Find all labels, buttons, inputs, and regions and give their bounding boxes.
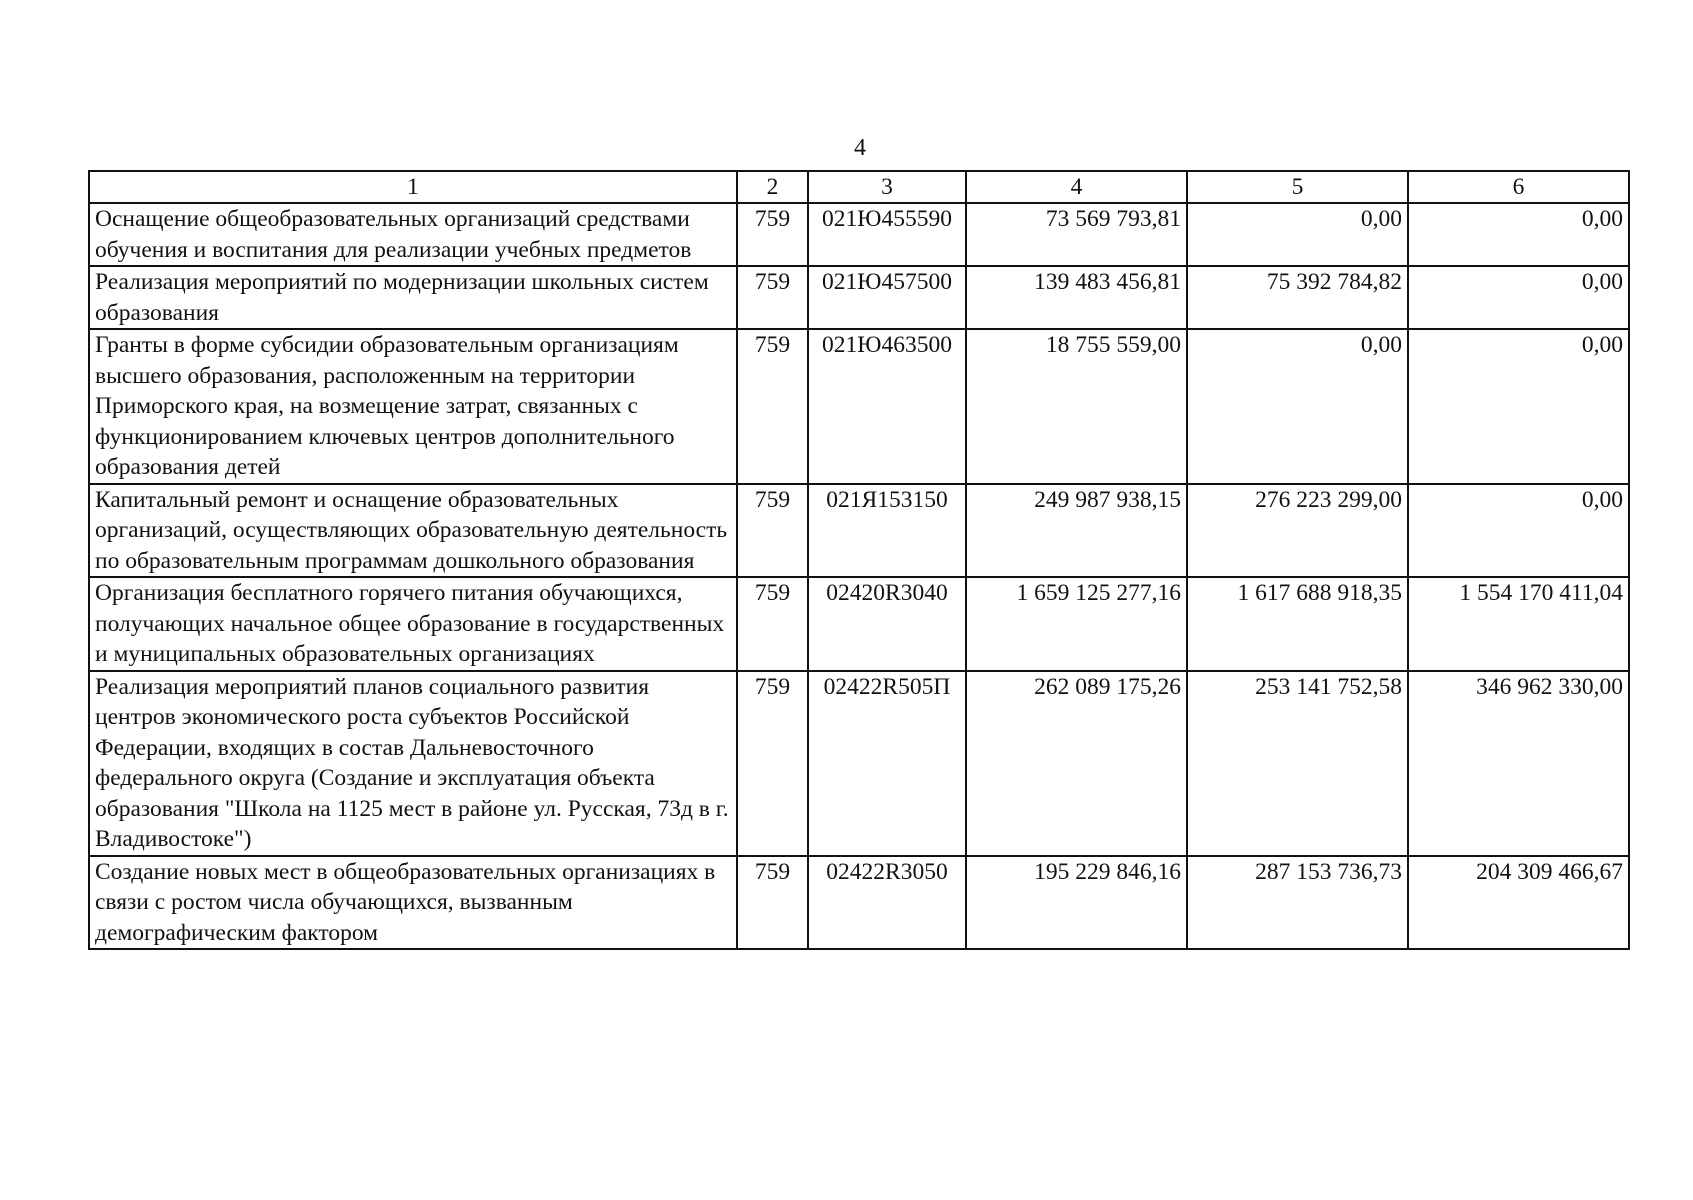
row-amount-col4: 249 987 938,15 [966,484,1187,578]
header-row [89,171,1629,203]
budget-table [88,170,1630,950]
row-amount-col5: 253 141 752,58 [1187,671,1408,856]
row-target-code: 02422R505П [808,671,966,856]
table-row [89,203,1629,266]
row-org-code: 759 [737,577,808,671]
row-amount-col5: 276 223 299,00 [1187,484,1408,578]
row-amount-col4: 1 659 125 277,16 [966,577,1187,671]
row-description: Создание новых мест в общеобразовательных организациях в связи с ростом числа обучающихся, вызванным демографическим фактором [89,856,737,950]
row-amount-col5: 287 153 736,73 [1187,856,1408,950]
row-amount-col4: 195 229 846,16 [966,856,1187,950]
row-amount-col6: 1 554 170 411,04 [1408,577,1629,671]
column-header-4: 4 [966,171,1187,203]
row-amount-col4: 262 089 175,26 [966,671,1187,856]
row-amount-col6: 0,00 [1408,484,1629,578]
row-target-code: 02420R3040 [808,577,966,671]
row-description: Организация бесплатного горячего питания обучающихся, получающих начальное общее образование в государственных и муниципальных образовательных организациях [89,577,737,671]
table-row [89,671,1629,856]
row-org-code: 759 [737,203,808,266]
row-amount-col5: 0,00 [1187,329,1408,484]
column-header-2: 2 [737,171,808,203]
row-amount-col4: 73 569 793,81 [966,203,1187,266]
row-target-code: 021Я153150 [808,484,966,578]
table-row [89,484,1629,578]
row-description: Реализация мероприятий по модернизации школьных систем образования [89,266,737,329]
row-org-code: 759 [737,671,808,856]
table-row [89,266,1629,329]
row-amount-col6: 0,00 [1408,266,1629,329]
row-amount-col6: 204 309 466,67 [1408,856,1629,950]
row-target-code: 021Ю455590 [808,203,966,266]
row-org-code: 759 [737,266,808,329]
row-description: Реализация мероприятий планов социального развития центров экономического роста субъектов Российской Федерации, входящих в состав Дальневосточного федерального округа (Создание и эксплуатация объекта образования "Школа на 1125 мест в районе ул. Русская, 73д в г. Владивостоке") [89,671,737,856]
table-row [89,329,1629,484]
row-description: Гранты в форме субсидии образовательным организациям высшего образования, расположенным на территории Приморского края, на возмещение затрат, связанных с функционированием ключевых центров дополнительного образования детей [89,329,737,484]
row-org-code: 759 [737,329,808,484]
row-org-code: 759 [737,856,808,950]
row-amount-col5: 0,00 [1187,203,1408,266]
row-org-code: 759 [737,484,808,578]
row-description: Капитальный ремонт и оснащение образовательных организаций, осуществляющих образовательную деятельность по образовательным программам дошкольного образования [89,484,737,578]
row-amount-col5: 1 617 688 918,35 [1187,577,1408,671]
column-header-1: 1 [89,171,737,203]
row-amount-col6: 346 962 330,00 [1408,671,1629,856]
row-amount-col4: 18 755 559,00 [966,329,1187,484]
row-amount-col5: 75 392 784,82 [1187,266,1408,329]
row-amount-col6: 0,00 [1408,203,1629,266]
column-header-5: 5 [1187,171,1408,203]
table-row [89,856,1629,950]
row-amount-col4: 139 483 456,81 [966,266,1187,329]
table-row [89,577,1629,671]
page-number: 4 [854,135,866,161]
row-target-code: 021Ю457500 [808,266,966,329]
column-header-6: 6 [1408,171,1629,203]
row-amount-col6: 0,00 [1408,329,1629,484]
row-target-code: 02422R3050 [808,856,966,950]
column-header-3: 3 [808,171,966,203]
row-target-code: 021Ю463500 [808,329,966,484]
row-description: Оснащение общеобразовательных организаций средствами обучения и воспитания для реализации учебных предметов [89,203,737,266]
